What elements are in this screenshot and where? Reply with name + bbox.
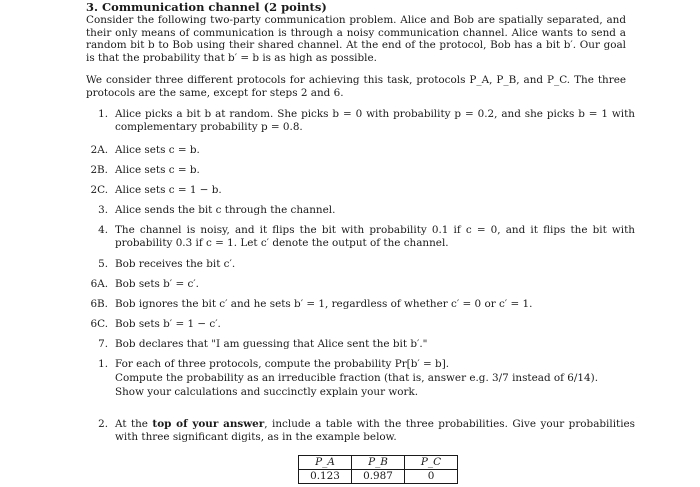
step-text: Bob receives the bit c′. [115,258,236,270]
step-number: 5. [98,258,108,270]
step-text: Alice sets c = b. [115,164,200,176]
step-text: Bob declares that "I am guessing that Alice sent the bit b′." [115,338,428,350]
step-number: 6C. [90,318,108,330]
step-number: 1. [98,108,108,120]
question-1-line-1: For each of three protocols, compute the probability Pr[b′ = b]. [115,358,450,370]
table-cell: 0 [405,470,458,484]
question-number: 2. [98,418,108,430]
step-text: Bob sets b′ = c′. [115,278,199,290]
protocols-paragraph: We consider three different protocols for achieving this task, protocols P_A, P_B, and P_C. The three protocols are the same, except for steps 2 and 6. [86,74,626,99]
step-number: 6A. [90,278,108,290]
step-text: Alice sends the bit c through the channel. [115,204,336,216]
table-cell: 0.987 [352,470,405,484]
question-1-line-2: Compute the probability as an irreducible fraction (that is, answer e.g. 3/7 instead of 6/14). [115,372,598,384]
table-header-cell: P_A [299,456,352,470]
problem-title: 3. Communication channel (2 points) [86,0,327,14]
example-table [298,455,458,484]
table-cell: 0.123 [299,470,352,484]
step-text: Alice sets c = 1 − b. [115,184,222,196]
table-header-row [299,456,458,470]
step-text: Bob sets b′ = 1 − c′. [115,318,221,330]
table-header-cell: P_B [352,456,405,470]
question-2-text [115,418,635,443]
question-2-post: , include a table with the three probabilities. Give your probabilities with three significant digits, as in the example below. [115,418,636,443]
step-text: The channel is noisy, and it flips the bit with probability 0.1 if c = 0, and it flips the bit with probability 0.3 if c = 1. Let c′ denote the output of the channel. [115,224,635,249]
step-number: 6B. [90,298,108,310]
question-number: 1. [98,358,108,370]
step-text: Alice sets c = b. [115,144,200,156]
step-number: 2A. [90,144,108,156]
question-2-pre: At the [115,418,153,430]
question-1-line-3: Show your calculations and succinctly explain your work. [115,386,419,398]
table-header-cell: P_C [405,456,458,470]
step-text: Bob ignores the bit c′ and he sets b′ = 1, regardless of whether c′ = 0 or c′ = 1. [115,298,533,310]
question-2-emphasis: top of your answer [152,418,265,430]
step-number: 3. [98,204,108,216]
step-number: 4. [98,224,108,236]
intro-paragraph: Consider the following two-party communication problem. Alice and Bob are spatially separated, and their only means of communication is through a noisy communication channel. Alice wants to send a random bit b to Bob using their shared channel. At the end of the protocol, Bob has a bit b′. Our goal is that the probability that b′ = b is as high as possible. [86,14,626,64]
step-number: 2B. [90,164,108,176]
step-number: 7. [98,338,108,350]
step-text: Alice picks a bit b at random. She picks b = 0 with probability p = 0.2, and she picks b = 1 with complementary probability p = 0.8. [115,108,635,133]
step-number: 2C. [90,184,108,196]
table-row [299,470,458,484]
